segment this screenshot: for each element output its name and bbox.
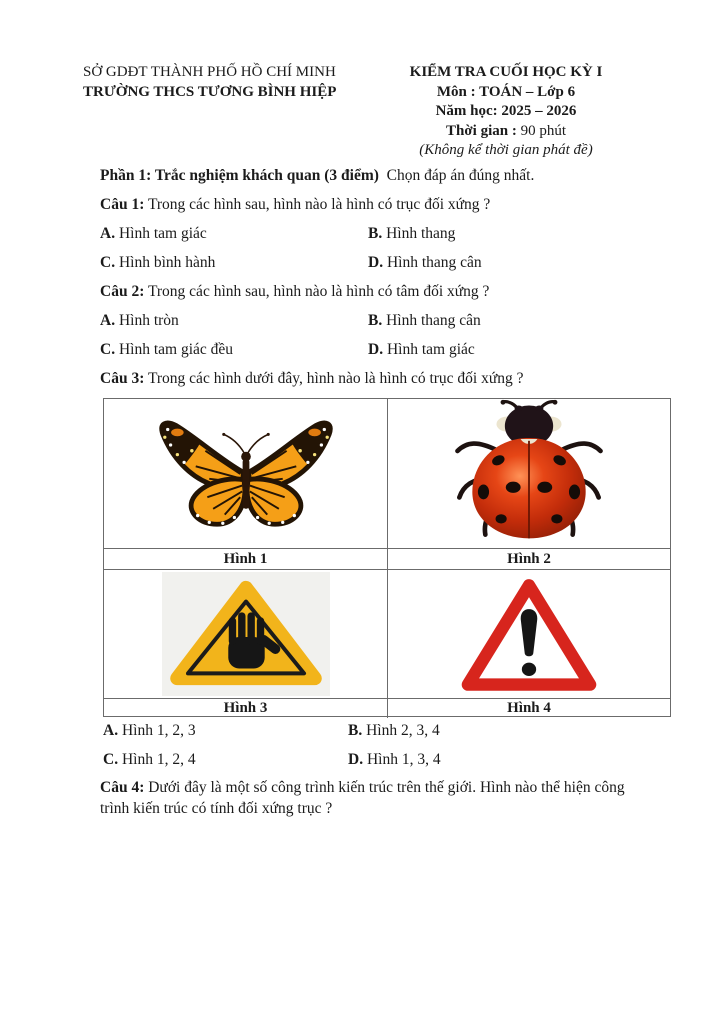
- figure-caption-4: Hình 4: [387, 698, 670, 718]
- exam-note: (Không kể thời gian phát đề): [419, 142, 593, 158]
- option-text: Hình thang cân: [386, 312, 481, 329]
- part1-instruction: Chọn đáp án đúng nhất.: [386, 167, 535, 184]
- option-text: Hình tam giác: [118, 225, 207, 242]
- option-letter: C.: [100, 254, 116, 271]
- figure-caption-2: Hình 2: [387, 548, 670, 569]
- exam-duration: [380, 122, 632, 142]
- option-a: [103, 716, 348, 745]
- school-name: TRƯỜNG THCS TƯƠNG BÌNH HIỆP: [83, 83, 337, 100]
- question-3-options-row-1: [103, 716, 673, 745]
- question-3: [100, 364, 675, 393]
- exam-year: Năm học: 2025 – 2026: [435, 103, 577, 119]
- exam-subject: Môn : TOÁN – Lớp 6: [436, 83, 576, 100]
- option-letter: B.: [368, 312, 383, 329]
- stop-hand-sign-image: [162, 572, 330, 696]
- question-2-options-row-2: [100, 335, 675, 364]
- question-text: Trong các hình sau, hình nào là hình có tâm đối xứng ?: [147, 283, 490, 300]
- question-text: Trong các hình dưới đây, hình nào là hình có trục đối xứng ?: [147, 370, 524, 387]
- option-letter: C.: [103, 751, 119, 768]
- option-letter: B.: [348, 722, 363, 739]
- option-b: [348, 716, 440, 745]
- school-header: [83, 63, 336, 102]
- option-text: Hình 1, 3, 4: [366, 751, 441, 768]
- question-text: Dưới đây là một số công trình kiến trúc trên thế giới. Hình nào thể hiện công trình kiến trúc có tính đối xứng trục ?: [100, 779, 625, 817]
- option-b: [368, 306, 481, 335]
- option-c: [100, 248, 368, 277]
- warning-sign-image: [455, 571, 603, 697]
- question-3-options: [103, 716, 673, 774]
- option-a: [100, 219, 368, 248]
- question-label: Câu 4:: [100, 779, 145, 796]
- option-letter: A.: [100, 225, 116, 242]
- question-text: Trong các hình sau, hình nào là hình có trục đối xứng ?: [147, 196, 491, 213]
- question-2: [100, 277, 675, 306]
- part1-heading: [100, 161, 675, 190]
- option-letter: C.: [100, 341, 116, 358]
- department-name: SỞ GDĐT THÀNH PHỐ HỒ CHÍ MINH: [83, 64, 336, 80]
- option-text: Hình 2, 3, 4: [366, 722, 440, 739]
- exam-duration-label: Thời gian :: [446, 122, 517, 139]
- figure-caption-3: Hình 3: [104, 698, 387, 718]
- butterfly-image: [148, 416, 344, 532]
- question-label: Câu 2:: [100, 283, 145, 300]
- option-a: [100, 306, 368, 335]
- stop-hand-sign-background: [162, 572, 330, 696]
- figure-table: [103, 398, 671, 717]
- figure-caption-1: Hình 1: [104, 548, 387, 569]
- option-text: Hình bình hành: [118, 254, 216, 271]
- question-2-options-row-1: [100, 306, 675, 335]
- option-text: Hình thang: [386, 225, 456, 242]
- option-d: [348, 745, 441, 774]
- figure-cell-hinh-4: [387, 569, 670, 698]
- question-3-options-row-2: [103, 745, 673, 774]
- option-text: Hình tam giác đều: [118, 341, 234, 358]
- figure-cell-hinh-1: [104, 399, 387, 548]
- exam-title-block: [380, 63, 632, 161]
- question-1-options-row-1: [100, 219, 675, 248]
- option-d: [368, 335, 475, 364]
- option-letter: B.: [368, 225, 383, 242]
- figure-cell-hinh-3: [104, 569, 387, 698]
- option-letter: D.: [368, 254, 384, 271]
- question-label: Câu 1:: [100, 196, 145, 213]
- option-letter: D.: [368, 341, 384, 358]
- option-d: [368, 248, 482, 277]
- option-text: Hình tam giác: [386, 341, 475, 358]
- question-1: [100, 190, 675, 219]
- option-c: [103, 745, 348, 774]
- question-4: [100, 778, 656, 819]
- question-1-options-row-2: [100, 248, 675, 277]
- part1-heading-bold: Phần 1: Trắc nghiệm khách quan (3 điểm): [100, 167, 379, 184]
- option-b: [368, 219, 455, 248]
- option-text: Hình thang cân: [386, 254, 482, 271]
- question-label: Câu 3:: [100, 370, 145, 387]
- option-letter: D.: [348, 751, 364, 768]
- ladybug-image: [450, 399, 608, 543]
- exam-duration-value: 90 phút: [520, 122, 566, 139]
- figure-cell-hinh-2: [387, 399, 670, 548]
- option-letter: A.: [103, 722, 119, 739]
- exam-title: KIỂM TRA CUỐI HỌC KỲ I: [409, 64, 603, 80]
- option-letter: A.: [100, 312, 116, 329]
- option-text: Hình 1, 2, 3: [121, 722, 196, 739]
- part1-section: [100, 161, 675, 393]
- option-c: [100, 335, 368, 364]
- option-text: Hình 1, 2, 4: [121, 751, 196, 768]
- option-text: Hình tròn: [118, 312, 179, 329]
